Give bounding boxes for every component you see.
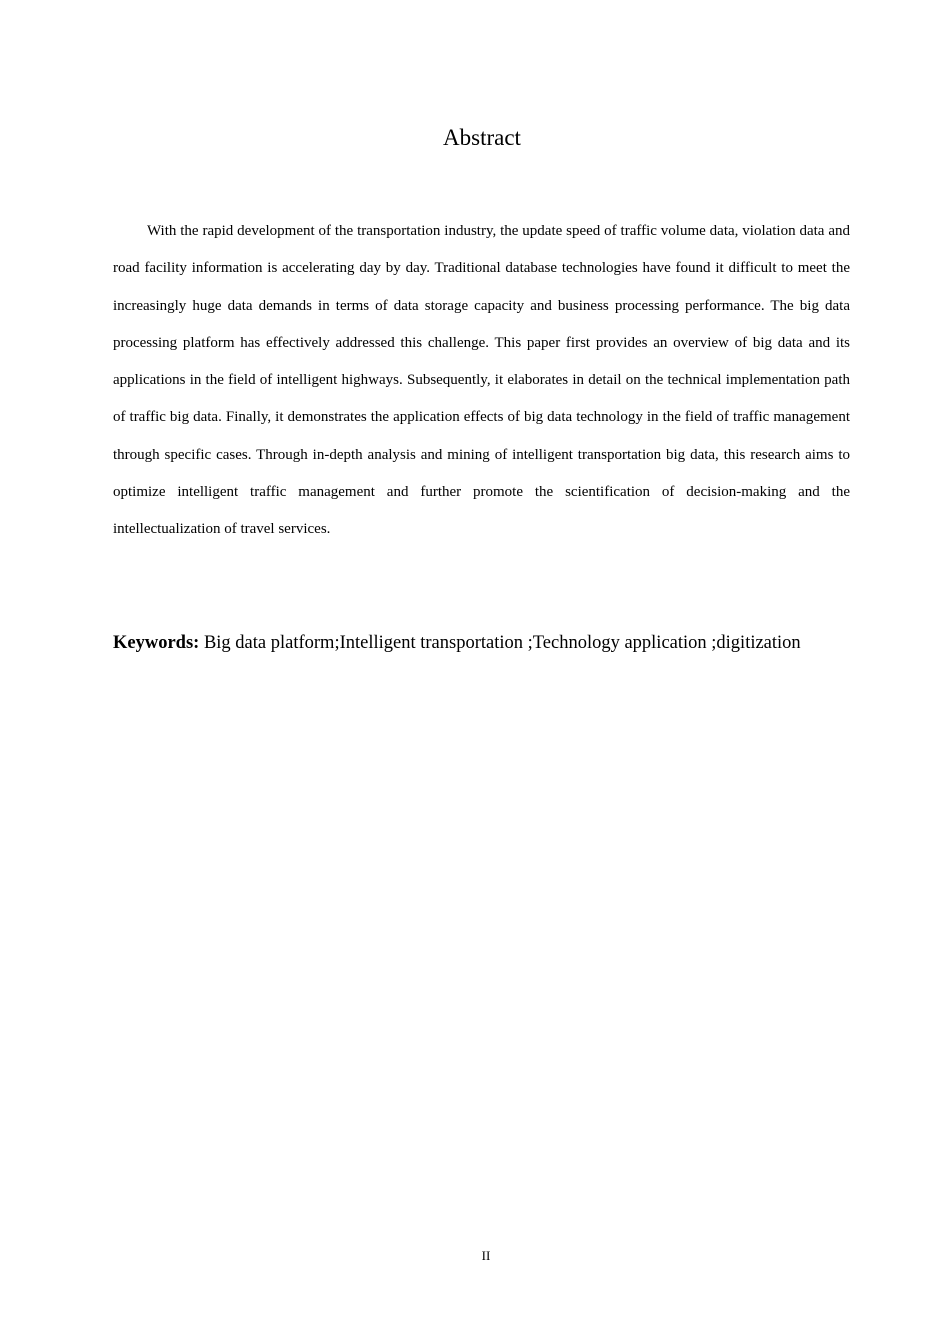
keywords-label: Keywords: bbox=[113, 633, 200, 653]
keywords-text: Big data platform;Intelligent transportation ;Technology application ;digitization bbox=[199, 633, 801, 653]
abstract-paragraph: With the rapid development of the transportation industry, the update speed of traffic volume data, violation data and road facility information is accelerating day by day. Traditional database technologies have found it difficult to meet the increasingly huge data demands in terms of data storage capacity and business processing performance. The big data processing platform has effectively addressed this challenge. This paper first provides an overview of big data and its applications in the field of intelligent highways. Subsequently, it elaborates in detail on the technical implementation path of traffic big data. Finally, it demonstrates the application effects of big data technology in the field of traffic management through specific cases. Through in-depth analysis and mining of intelligent transportation big data, this research aims to optimize intelligent traffic management and further promote the scientification of decision-making and the intellectualization of travel services. bbox=[113, 223, 850, 538]
page-number: II bbox=[481, 1248, 491, 1263]
keywords-line bbox=[113, 629, 893, 657]
page-title: Abstract bbox=[443, 125, 521, 150]
